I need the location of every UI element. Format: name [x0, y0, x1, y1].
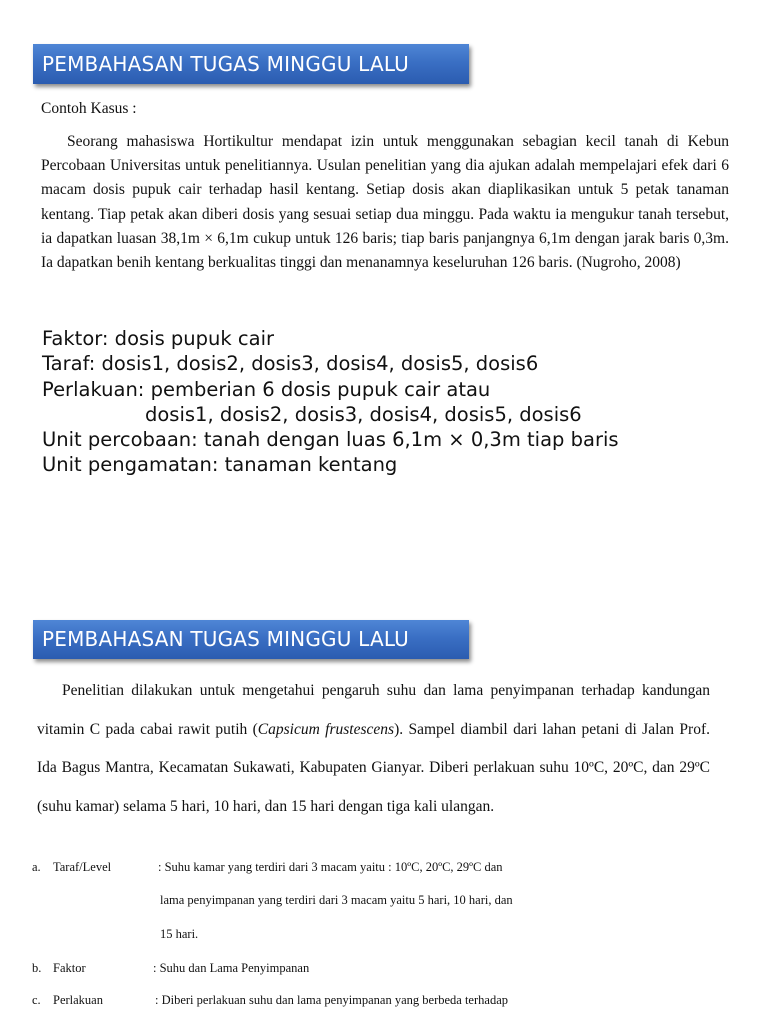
perlakuan-line-continued: dosis1, dosis2, dosis3, dosis4, dosis5, dosis6: [145, 402, 582, 426]
faktor-line: Faktor: dosis pupuk cair: [42, 327, 275, 350]
list-desc: : Diberi perlakuan suhu dan lama penyimpanan yang berbeda terhadap: [155, 993, 508, 1007]
list-marker: b.: [32, 961, 42, 975]
section-title-banner-2: PEMBAHASAN TUGAS MINGGU LALU: [33, 620, 469, 659]
list-marker: a.: [32, 860, 41, 874]
list-desc: 15 hari.: [160, 927, 199, 941]
factor-summary: [42, 326, 619, 478]
list-item-taraf-cont: [0, 893, 768, 909]
list-item-perlakuan: [0, 993, 768, 1009]
list-item-taraf: [0, 860, 768, 876]
list-term: Faktor: [53, 961, 86, 975]
research-paragraph: [37, 672, 710, 826]
research-paragraph-part1: Penelitian dilakukan untuk mengetahui pengaruh suhu dan lama penyimpanan terhadap kandungan vitamin C pada cabai rawit putih (: [37, 682, 710, 738]
section-title-banner: PEMBAHASAN TUGAS MINGGU LALU: [33, 44, 469, 84]
list-marker: c.: [32, 993, 41, 1007]
list-desc: : Suhu dan Lama Penyimpanan: [153, 961, 310, 975]
perlakuan-line: Perlakuan: pemberian 6 dosis pupuk cair atau: [42, 377, 491, 401]
taraf-line: Taraf: dosis1, dosis2, dosis3, dosis4, dosis5, dosis6: [42, 352, 539, 376]
list-term: Taraf/Level: [53, 860, 112, 874]
list-item-faktor: [0, 961, 768, 977]
list-item-taraf-cont-2: [0, 927, 768, 943]
list-desc: lama penyimpanan yang terdiri dari 3 macam yaitu 5 hari, 10 hari, dan: [160, 893, 513, 907]
research-paragraph-part2: ). Sampel diambil dari lahan petani di Jalan Prof. Ida Bagus Mantra, Kecamatan Sukawati, Kabupaten Gianyar. Diberi perlakuan suhu 10ºC, 20ºC, dan 29ºC (suhu kamar) selama 5 hari, 10 hari, dan 15 hari dengan tiga kali ulangan.: [37, 720, 710, 815]
case-paragraph: Seorang mahasiswa Hortikultur mendapat izin untuk menggunakan sebagian kecil tanah di Kebun Percobaan Universitas untuk penelitiannya. Usulan penelitian yang dia ajukan adalah mempelajari efek dari 6 macam dosis pupuk cair terhadap hasil kentang. Setiap dosis akan diaplikasikan untuk 5 petak tanaman kentang. Tiap petak akan diberi dosis yang sesuai setiap dua minggu. Pada waktu ia mengukur tanah tersebut, ia dapatkan luasan 38,1m × 6,1m cukup untuk 126 baris; tiap baris panjangnya 6,1m dengan jarak baris 0,3m. Ia dapatkan benih kentang berkualitas tinggi dan menanamnya keseluruhan 126 baris. (Nugroho, 2008): [41, 133, 729, 272]
unit-pengamatan-line: Unit pengamatan: tanaman kentang: [42, 453, 398, 477]
list-desc: : Suhu kamar yang terdiri dari 3 macam yaitu : 10ºC, 20ºC, 29ºC dan: [158, 860, 503, 874]
species-name: Capsicum frustescens: [257, 720, 395, 738]
unit-percobaan-line: Unit percobaan: tanah dengan luas 6,1m × 0,3m tiap baris: [42, 428, 619, 452]
list-term: Perlakuan: [53, 993, 103, 1007]
case-label: Contoh Kasus :: [41, 100, 137, 117]
